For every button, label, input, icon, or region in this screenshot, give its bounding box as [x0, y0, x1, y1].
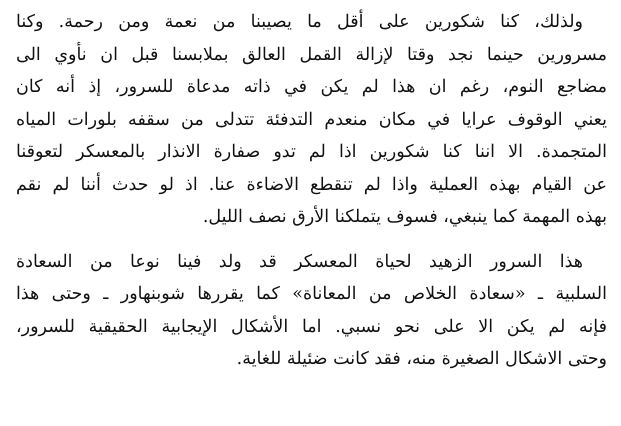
text-line: ولذلك، كنا شكورين على أقل ما يصيبنا من نعمة ومن رحمة. وكنا [16, 12, 583, 32]
text-line: فإنه لم يكن الا على نحو نسبي. اما الأشكال الإيجابية الحقيقية للسرور، [16, 316, 607, 337]
text-line: وحتى الاشكال الصغيرة منه، فقد كانت ضئيلة للغاية. [236, 349, 607, 369]
text-line: عن القيام بهذه العملية واذا لم تنقطع الاضاءة عنا. اذ لو حدث أننا لم نقم [16, 174, 607, 195]
text-line: هذا السرور الزهيد لحياة المعسكر قد ولد فينا نوعا من السعادة [16, 251, 583, 272]
paragraph-2 [16, 246, 607, 376]
text-line: يعني الوقوف عرايا في مكان منعدم التدفئة تتدلى من سقفه بلورات المياه [16, 109, 607, 130]
text-line: مضاجع النوم، رغم ان هذا لم يكن في ذاته مدعاة للسرور، إذ أنه كان [16, 77, 607, 97]
text-line: بهذه المهمة كما ينبغي، فسوف يتملكنا الأرق نصف الليل. [202, 207, 607, 227]
text-line: السلبية ـ «سعادة الخلاص من المعاناة» كما يقررها شوبنهاور ـ وحتى هذا [16, 284, 607, 304]
text-line: مسرورين حينما نجد وقتا لإزالة القمل العالق بملابسنا قبل ان نأوي الى [16, 44, 607, 65]
paragraph-1 [16, 6, 607, 234]
paragraph-spacer [16, 234, 607, 246]
text-line: المتجمدة. الا اننا كنا شكورين اذا لم تدو صفارة الانذار بالمعسكر لتعوقنا [16, 142, 607, 162]
